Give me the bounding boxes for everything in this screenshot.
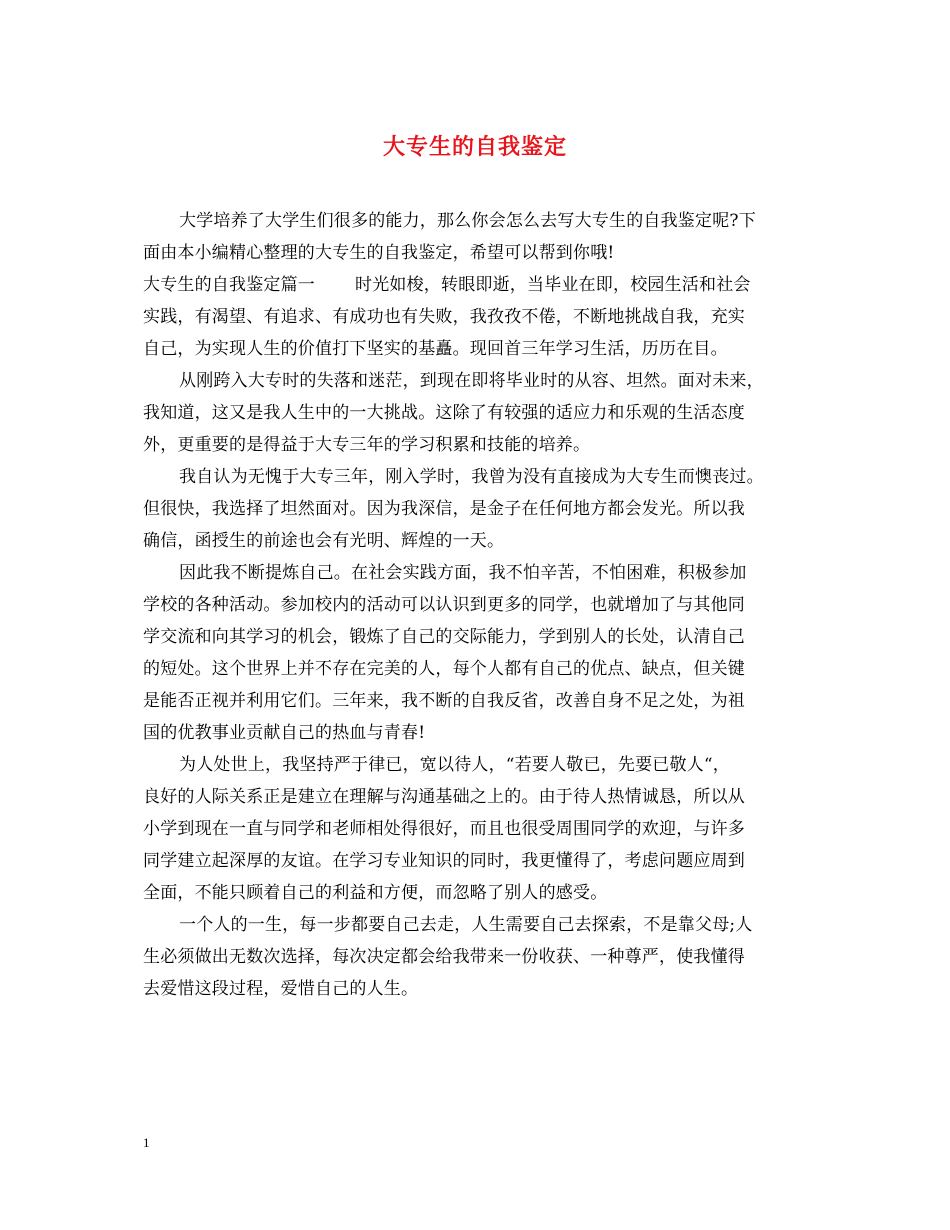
page-number: 1	[143, 1135, 150, 1150]
paragraph-line: 为人处世上，我坚持严于律已，宽以待人，“若要人敬已，先要已敬人“，	[179, 755, 730, 775]
paragraph-line: 的短处。这个世界上并不存在完美的人，每个人都有自己的优点、缺点，但关键	[143, 659, 745, 679]
paragraph-line: 小学到现在一直与同学和老师相处得很好，而且也很受周围同学的欢迎，与许多	[143, 819, 745, 839]
paragraph-line: 学交流和向其学习的机会，锻炼了自己的交际能力，学到别人的长处，认清自己	[143, 627, 745, 647]
paragraph-line: 同学建立起深厚的友谊。在学习专业知识的同时，我更懂得了，考虑问题应周到	[143, 851, 745, 871]
paragraph-line: 我知道，这又是我人生中的一大挑战。这除了有较强的适应力和乐观的生活态度	[143, 403, 745, 423]
paragraph-line: 确信，函授生的前途也会有光明、辉煌的一天。	[143, 531, 505, 551]
paragraph-line: 一个人的一生，每一步都要自己去走，人生需要自己去探索，不是靠父母;人	[179, 915, 753, 935]
paragraph-line: 大学培养了大学生们很多的能力，那么你会怎么去写大专生的自我鉴定呢?下	[179, 211, 756, 231]
paragraph-line: 面由本小编精心整理的大专生的自我鉴定，希望可以帮到你哦!	[143, 243, 615, 263]
paragraph-line: 良好的人际关系正是建立在理解与沟通基础之上的。由于待人热情诚恳，所以从	[143, 787, 745, 807]
paragraph-line: 去爱惜这段过程，爱惜自己的人生。	[143, 979, 419, 999]
paragraph-line: 我自认为无愧于大专三年，刚入学时，我曾为没有直接成为大专生而懊丧过。	[179, 467, 764, 487]
paragraph-line: 国的优教事业贡献自己的热血与青春!	[143, 723, 426, 743]
document-title: 大专生的自我鉴定	[382, 134, 567, 160]
paragraph-line: 生必须做出无数次选择，每次决定都会给我带来一份收获、一种尊严，使我懂得	[143, 947, 745, 967]
paragraph-line: 是能否正视并利用它们。三年来，我不断的自我反省，改善自身不足之处，为祖	[143, 691, 745, 711]
paragraph-line: 学校的各种活动。参加校内的活动可以认识到更多的同学，也就增加了与其他同	[143, 595, 745, 615]
paragraph-text: 时光如梭，转眼即逝，当毕业在即，校园生活和社会	[355, 275, 751, 295]
paragraph-line: 外，更重要的是得益于大专三年的学习积累和技能的培养。	[143, 435, 591, 455]
paragraph-line: 因此我不断提炼自己。在社会实践方面，我不怕辛苦，不怕困难，积极参加	[179, 563, 747, 583]
section-heading-line	[143, 269, 811, 301]
paragraph-line: 但很快，我选择了坦然面对。因为我深信，是金子在任何地方都会发光。所以我	[143, 499, 745, 519]
document-body	[143, 205, 811, 1005]
section-heading: 大专生的自我鉴定篇一	[143, 275, 315, 295]
paragraph-line: 自己，为实现人生的价值打下坚实的基矗。现回首三年学习生活，历历在目。	[143, 339, 728, 359]
paragraph-line: 全面，不能只顾着自己的利益和方便，而忽略了别人的感受。	[143, 883, 608, 903]
paragraph-line: 实践，有渴望、有追求、有成功也有失败，我孜孜不倦，不断地挑战自我，充实	[143, 307, 745, 327]
paragraph-line: 从刚跨入大专时的失落和迷茫，到现在即将毕业时的从容、坦然。面对未来，	[179, 371, 764, 391]
